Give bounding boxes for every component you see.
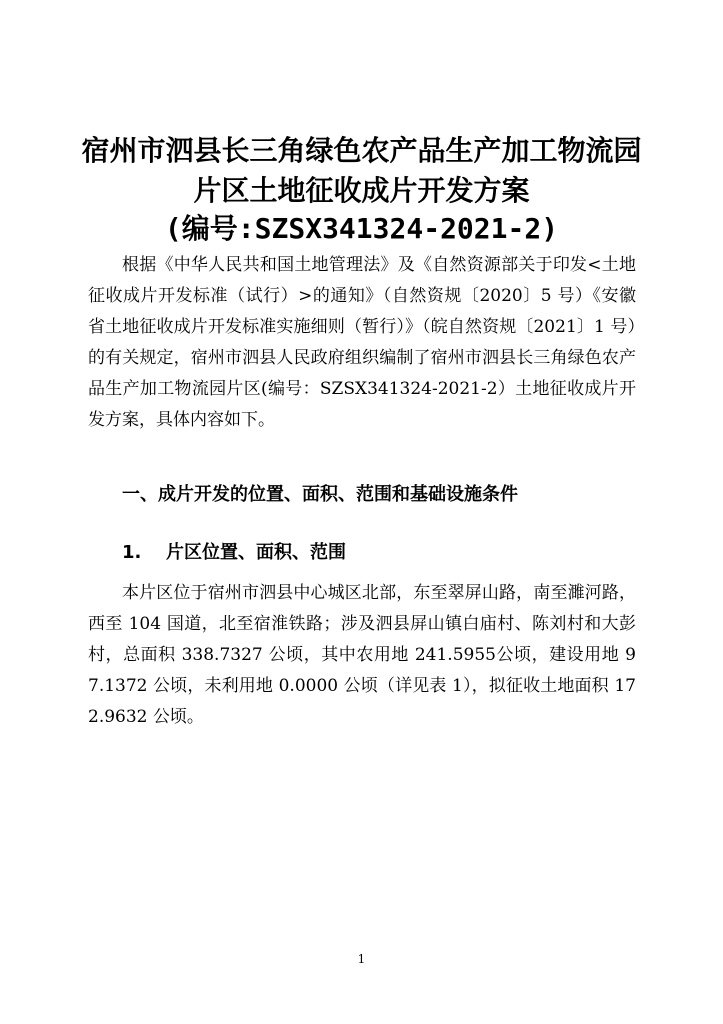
subsection-1-title: 片区位置、面积、范围 — [166, 542, 346, 563]
document-title-line-2: 片区土地征收成片开发方案 — [193, 174, 530, 207]
document-title-line-1: 宿州市泗县长三角绿色农产品生产加工物流园 — [81, 134, 642, 167]
subsection-1-heading — [122, 539, 346, 567]
subsection-1-paragraph: 本片区位于宿州市泗县中心城区北部，东至翠屏山路，南至濉河路，西至 104 国道，北至宿淮铁路；涉及泗县屏山镇白庙村、陈刘村和大彭村，总面积 338.7327 公顷，其中农用地 241.5955公顷，建设用地 97.1372 公顷，未利用地 0.0000 公顷（详见表 1），拟征收土地面积 172.9632 公顷。 — [88, 583, 636, 727]
page-number: 1 — [357, 952, 366, 966]
section-1-heading: 一、成片开发的位置、面积、范围和基础设施条件 — [122, 484, 518, 505]
document-title-code: (编号:SZSX341324-2021-2) — [164, 212, 559, 245]
intro-paragraph: 根据《中华人民共和国土地管理法》及《自然资源部关于印发<土地征收成片开发标准（试行）>的通知》（自然资规〔2020〕5 号）《安徽省土地征收成片开发标准实施细则（暂行）》（皖自然资规〔2021〕1 号）的有关规定，宿州市泗县人民政府组织编制了宿州市泗县长三角绿色农产品生产加工物流园片区(编号：SZSX341324-2021-2）土地征收成片开发方案，具体内容如下。 — [88, 255, 636, 430]
subsection-1-number: 1. — [122, 542, 142, 563]
